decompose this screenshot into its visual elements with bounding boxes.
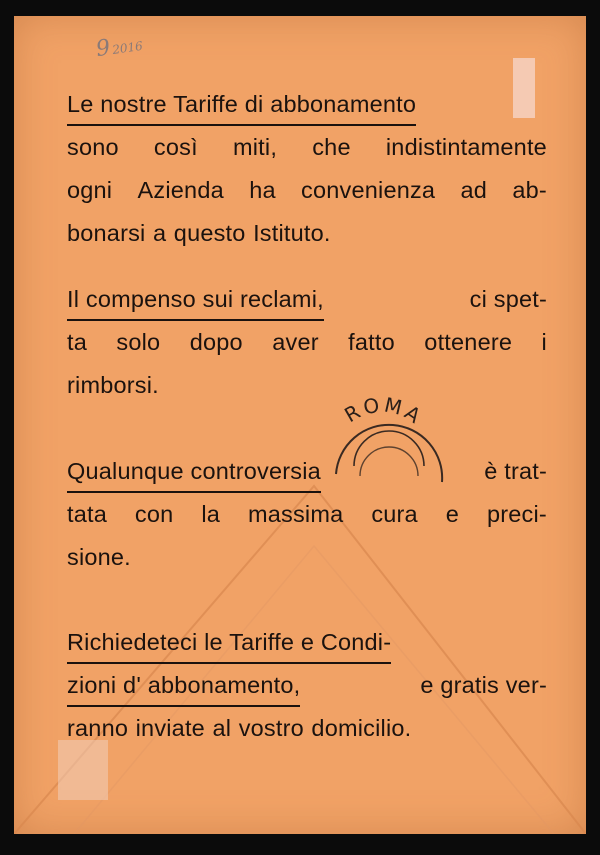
word: dopo — [189, 329, 243, 355]
word: la — [201, 501, 221, 527]
heading-continuation: e gratis ver- — [420, 672, 547, 698]
word: cura — [371, 501, 418, 527]
text-line — [67, 212, 547, 255]
annotation-year: 2016 — [111, 38, 144, 57]
word: ogni — [67, 177, 113, 203]
word: convenienza — [301, 177, 436, 203]
word: miti, — [232, 134, 278, 160]
word: Azienda — [137, 177, 224, 203]
postmark-text: ROMA — [340, 392, 428, 430]
text-line — [67, 278, 547, 321]
text-line — [67, 493, 547, 536]
text-line — [67, 126, 547, 169]
word: preci- — [486, 501, 547, 527]
underlined-heading: Qualunque controversia — [67, 450, 321, 493]
word: ad — [460, 177, 488, 203]
word: ranno — [67, 715, 129, 741]
paragraph-3 — [67, 450, 547, 579]
word: solo — [116, 329, 161, 355]
underlined-heading: zioni d' abbonamento, — [67, 664, 300, 707]
word: ha — [249, 177, 276, 203]
text-line — [67, 364, 547, 407]
word: con — [134, 501, 174, 527]
underlined-heading: Le nostre Tariffe di abbonamento — [67, 83, 416, 126]
paragraph-1 — [67, 83, 547, 255]
word: ab- — [512, 177, 547, 203]
text-line — [67, 169, 547, 212]
word: indistintamente — [385, 134, 547, 160]
word: a — [153, 220, 167, 246]
word: massima — [247, 501, 344, 527]
word: domicilio. — [311, 715, 412, 741]
word: vostro — [238, 715, 304, 741]
heading-continuation: è trat- — [484, 458, 547, 484]
text-line — [67, 707, 547, 750]
word: tata — [67, 501, 107, 527]
word: così — [153, 134, 198, 160]
word: che — [312, 134, 351, 160]
word: inviate — [135, 715, 205, 741]
word: al — [212, 715, 232, 741]
underlined-heading: Il compenso sui reclami, — [67, 278, 324, 321]
postcard-back — [14, 16, 586, 834]
text-line — [67, 664, 547, 707]
pencil-annotation — [94, 31, 144, 62]
word: i — [541, 329, 547, 355]
word: Istituto. — [253, 220, 331, 246]
word: sione. — [67, 544, 131, 570]
word: e — [445, 501, 460, 527]
text-line — [67, 621, 547, 664]
word: questo — [173, 220, 246, 246]
word: sono — [67, 134, 119, 160]
text-line — [67, 450, 547, 493]
word: rimborsi. — [67, 372, 159, 398]
word: fatto — [348, 329, 395, 355]
underlined-heading: Richiedeteci le Tariffe e Condi- — [67, 621, 391, 664]
word: ottenere — [424, 329, 513, 355]
heading-continuation: ci spet- — [469, 286, 547, 312]
word: bonarsi — [67, 220, 146, 246]
paragraph-4 — [67, 621, 547, 750]
annotation-mark: 9 — [94, 35, 112, 63]
text-line — [67, 536, 547, 579]
text-line — [67, 321, 547, 364]
word: aver — [272, 329, 319, 355]
text-line — [67, 83, 547, 126]
word: ta — [67, 329, 87, 355]
paragraph-2 — [67, 278, 547, 407]
